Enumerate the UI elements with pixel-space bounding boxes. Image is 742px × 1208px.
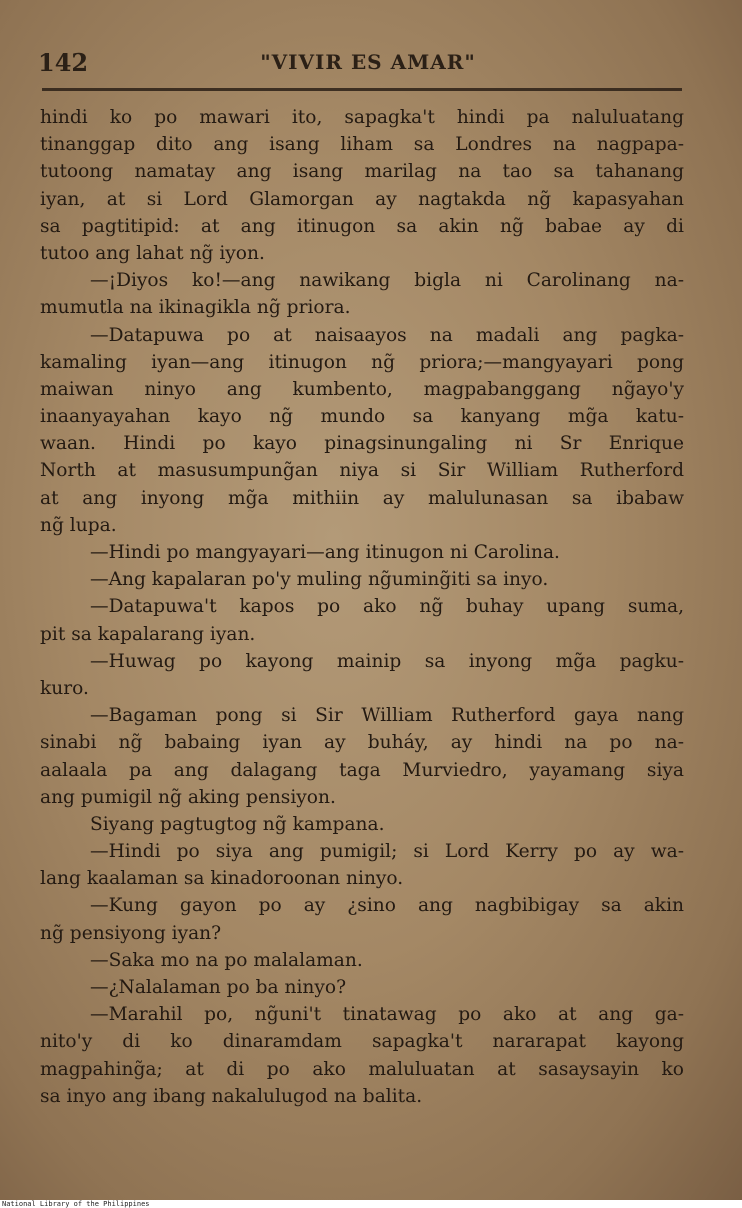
text-line: maiwan ninyo ang kumbento, magpabanggang ng̃ayo'y	[40, 378, 684, 400]
text-line: kuro.	[40, 677, 89, 699]
text-line: North at masusumpung̃an niya si Sir William Rutherford	[40, 460, 684, 482]
page-header	[38, 48, 698, 78]
text-line: nito'y di ko dinaramdam sapagka't nararapat kayong	[40, 1031, 684, 1053]
text-line: ang pumigil ng̃ aking pensiyon.	[40, 786, 336, 808]
text-line: sinabi ng̃ babaing iyan ay buháy, ay hindi na po na-	[40, 732, 684, 754]
text-line: tutoong namatay ang isang marilag na tao sa tahanang	[40, 161, 684, 183]
text-line: sa inyo ang ibang nakalulugod na balita.	[40, 1085, 423, 1107]
text-line: pit sa kapalarang iyan.	[40, 623, 256, 645]
text-line: ng̃ lupa.	[40, 514, 117, 536]
text-line: —Ang kapalaran po'y muling ng̃uming̃iti sa inyo.	[90, 569, 549, 591]
library-credit: National Library of the Philippines	[2, 1200, 150, 1208]
running-title: "VIVIR ES AMAR"	[260, 50, 476, 74]
text-line: hindi ko po mawari ito, sapagka't hindi pa naluluatang	[40, 107, 684, 128]
text-line: lang kaalaman sa kinadoroonan ninyo.	[40, 868, 404, 890]
text-line: —Huwag po kayong mainip sa inyong mg̃a pagku-	[90, 650, 684, 672]
text-line: Siyang pagtugtog ng̃ kampana.	[90, 813, 385, 835]
text-line: —Saka mo na po malalaman.	[90, 949, 363, 971]
text-line: —¡Diyos ko!—ang nawikang bigla ni Carolinang na-	[90, 270, 684, 292]
text-line: magpahing̃a; at di po ako maluluatan at sasaysayin ko	[40, 1058, 684, 1080]
body-text	[40, 104, 684, 1110]
text-line: —Datapuwa po at naisaayos na madali ang pagka-	[90, 324, 684, 346]
text-line: tinanggap dito ang isang liham sa Londres na nagpapa-	[40, 134, 684, 156]
text-line: iyan, at si Lord Glamorgan ay nagtakda ng̃ kapasyahan	[40, 188, 684, 210]
text-line: —Kung gayon po ay ¿sino ang nagbibigay sa akin	[90, 895, 684, 917]
text-line: waan. Hindi po kayo pinagsinungaling ni Sr Enrique	[40, 433, 684, 455]
text-line: sa pagtitipid: at ang itinugon sa akin ng̃ babae ay di	[40, 215, 684, 237]
text-line: —Hindi po siya ang pumigil; si Lord Kerry po ay wa-	[90, 841, 684, 863]
text-line: aalaala pa ang dalagang taga Murviedro, yayamang siya	[40, 759, 684, 781]
text-line: —Datapuwa't kapos po ako ng̃ buhay upang suma,	[90, 596, 684, 618]
text-line: tutoo ang lahat ng̃ iyon.	[40, 242, 265, 264]
page-number: 142	[38, 48, 89, 77]
text-line: mumutla na ikinagikla ng̃ priora.	[40, 297, 351, 319]
text-line: —Hindi po mangyayari—ang itinugon ni Carolina.	[90, 542, 560, 563]
header-rule	[42, 88, 682, 91]
text-line: inaanyayahan kayo ng̃ mundo sa kanyang mg̃a katu-	[40, 406, 684, 428]
text-line: —Marahil po, ng̃uni't tinatawag po ako at ang ga-	[90, 1004, 684, 1026]
text-line: kamaling iyan—ang itinugon ng̃ priora;—mangyayari pong	[40, 351, 684, 373]
text-line: at ang inyong mg̃a mithiin ay malulunasan sa ibabaw	[40, 487, 684, 509]
text-line: —¿Nalalaman po ba ninyo?	[90, 977, 347, 998]
text-line: ng̃ pensiyong iyan?	[40, 922, 222, 944]
text-line: —Bagaman pong si Sir William Rutherford gaya nang	[90, 705, 684, 727]
